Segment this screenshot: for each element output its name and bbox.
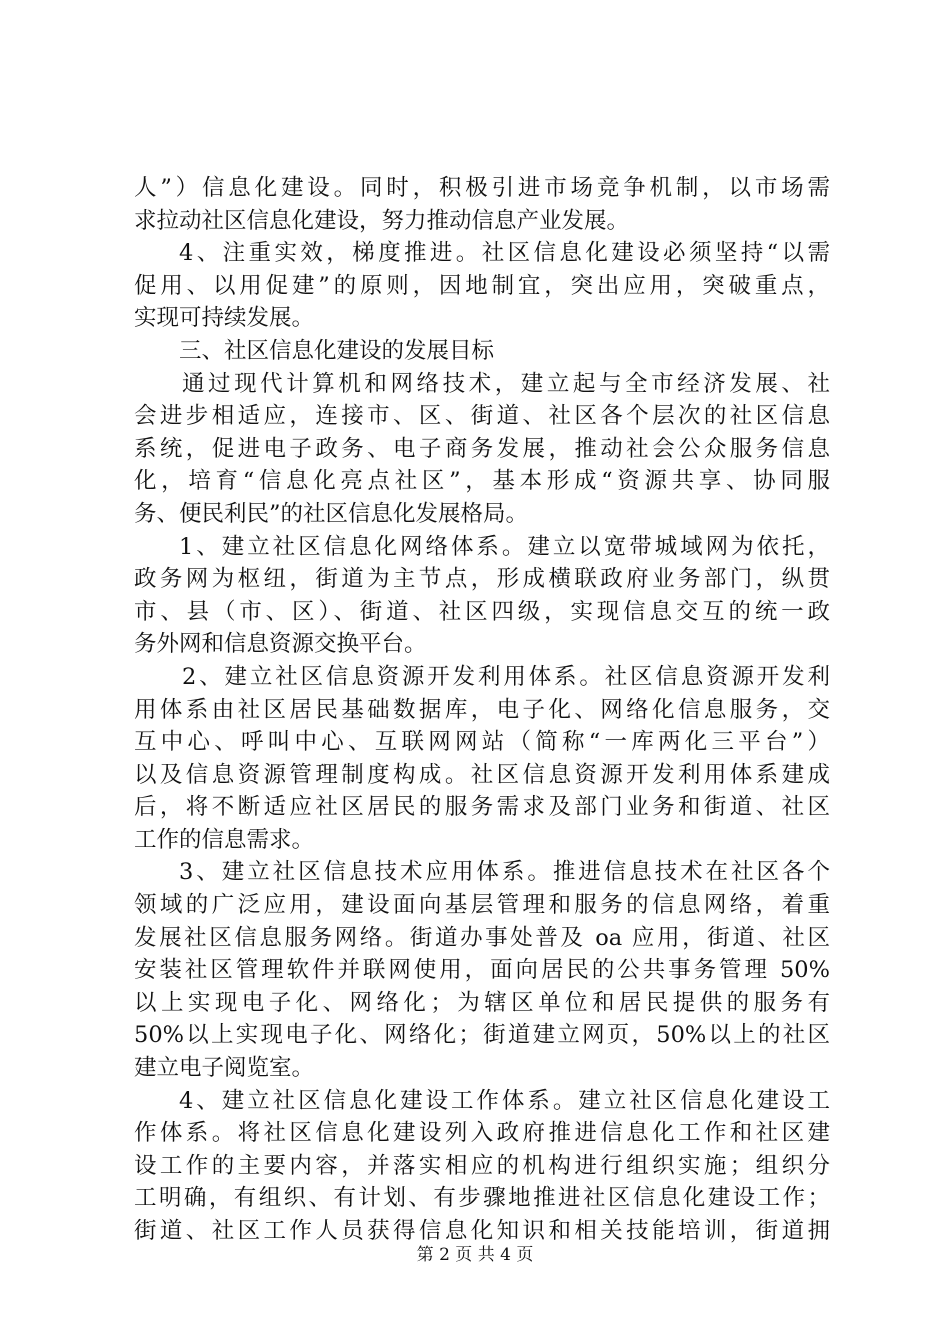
body-text (134, 172, 830, 1248)
page-footer: 第 2 页 共 4 页 (416, 1245, 534, 1265)
text-line: 安装社区管理软件并联网使用，面向居民的公共事务管理 50% (134, 957, 830, 984)
text-line: 后，将不断适应社区居民的服务需求及部门业务和街道、社区 (134, 794, 830, 821)
text-line: 以及信息资源管理制度构成。社区信息资源开发利用体系建成 (134, 761, 830, 788)
text-line: 通过现代计算机和网络技术，建立起与全市经济发展、社 (182, 370, 830, 397)
text-line: 求拉动社区信息化建设，努力推动信息产业发展。 (134, 207, 630, 234)
text-line: 建立电子阅览室。 (134, 1055, 315, 1082)
text-line: 实现可持续发展。 (134, 305, 315, 332)
text-line: 政务网为枢纽，街道为主节点，形成横联政府业务部门，纵贯 (134, 566, 830, 593)
text-line: 4、建立社区信息化建设工作体系。建立社区信息化建设工 (179, 1087, 830, 1114)
text-line: 作体系。将社区信息化建设列入政府推进信息化工作和社区建 (134, 1120, 830, 1147)
text-line: 1、建立社区信息化网络体系。建立以宽带城域网为依托， (179, 533, 830, 560)
text-line: 发展社区信息服务网络。街道办事处普及 oa 应用，街道、社区 (134, 924, 830, 951)
text-line: 促用、以用促建”的原则，因地制宜，突出应用，突破重点， (134, 272, 830, 299)
text-line: 务、便民利民”的社区信息化发展格局。 (134, 500, 529, 527)
text-line: 2、建立社区信息资源开发利用体系。社区信息资源开发利 (182, 663, 830, 690)
text-line: 50%以上实现电子化、网络化；街道建立网页，50%以上的社区 (134, 1022, 830, 1049)
text-line: 系统，促进电子政务、电子商务发展，推动社会公众服务信息 (134, 435, 830, 462)
text-line: 三、社区信息化建设的发展目标 (179, 337, 495, 364)
text-line: 街道、社区工作人员获得信息化知识和相关技能培训，街道拥 (134, 1218, 830, 1244)
text-line: 人”）信息化建设。同时，积极引进市场竞争机制，以市场需 (134, 175, 830, 201)
text-line: 互中心、呼叫中心、互联网网站（简称“一库两化三平台”） (134, 729, 830, 756)
text-line: 工作的信息需求。 (134, 826, 315, 853)
text-line: 4、注重实效，梯度推进。社区信息化建设必须坚持“以需 (179, 240, 830, 267)
text-line: 市、县（市、区）、街道、社区四级，实现信息交互的统一政 (134, 598, 830, 625)
text-line: 务外网和信息资源交换平台。 (134, 631, 427, 658)
text-line: 化，培育“信息化亮点社区”，基本形成“资源共享、协同服 (134, 468, 830, 495)
text-line: 领域的广泛应用，建设面向基层管理和服务的信息网络，着重 (134, 892, 830, 919)
text-line: 会进步相适应，连接市、区、街道、社区各个层次的社区信息 (134, 403, 830, 430)
text-line: 以上实现电子化、网络化；为辖区单位和居民提供的服务有 (134, 989, 830, 1016)
text-line: 工明确，有组织、有计划、有步骤地推进社区信息化建设工作； (134, 1185, 830, 1212)
text-line: 3、建立社区信息技术应用体系。推进信息技术在社区各个 (179, 859, 830, 886)
text-line: 用体系由社区居民基础数据库，电子化、网络化信息服务，交 (134, 696, 830, 723)
text-line: 设工作的主要内容，并落实相应的机构进行组织实施；组织分 (134, 1152, 830, 1179)
